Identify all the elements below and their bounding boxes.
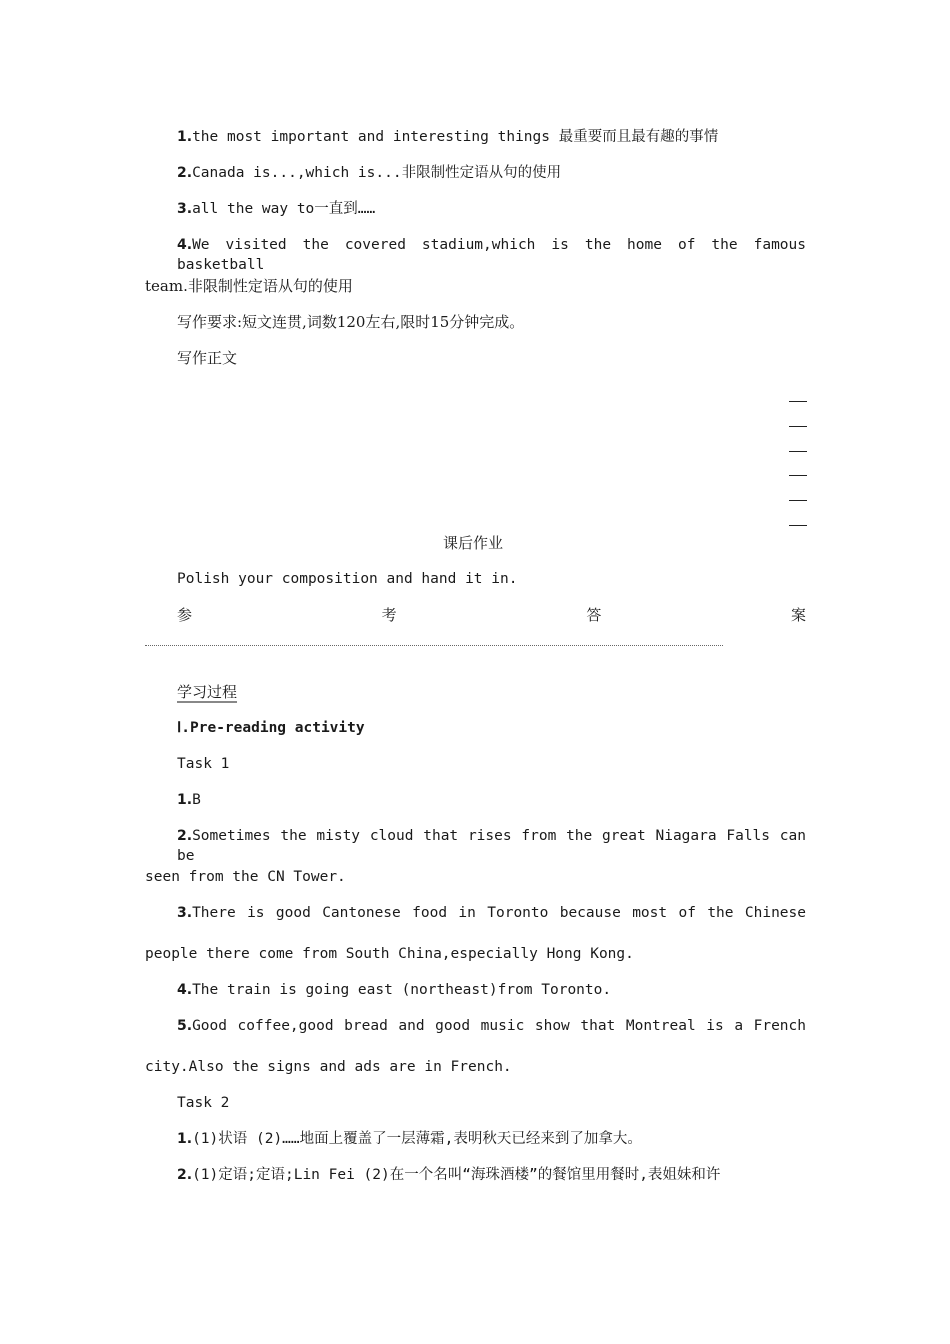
answer-text: (1)状语 (2)……地面上覆盖了一层薄霜,表明秋天已经来到了加拿大。	[192, 1131, 642, 1147]
answer-number: 3.	[177, 905, 193, 921]
writing-line	[789, 525, 807, 526]
homework-text: Polish your composition and hand it in.	[177, 571, 518, 587]
tip-1	[177, 127, 718, 147]
answer-number: 5.	[177, 1018, 193, 1034]
tip-2-number: 2.	[177, 165, 193, 181]
task1-answer-3-continued: people there come from South China,especially Hong Kong.	[145, 946, 634, 962]
answer-number: 4.	[177, 982, 193, 998]
writing-line	[789, 500, 807, 501]
task2-answer-1	[177, 1129, 642, 1149]
writing-line	[789, 401, 807, 402]
task1-answer-5-continued: city.Also the signs and ads are in French.	[145, 1059, 512, 1075]
task1-label: Task 1	[177, 756, 230, 772]
task1-answer-3	[177, 903, 806, 923]
essay-heading: 写作正文	[177, 349, 238, 367]
answer-text: (1)定语;定语;Lin Fei (2)在一个名叫“海珠酒楼”的餐馆里用餐时,表姐妹和许	[192, 1167, 721, 1183]
writing-line	[789, 426, 807, 427]
writing-requirement: 写作要求:短文连贯,词数120左右,限时15分钟完成。	[177, 313, 525, 331]
tip-3-number: 3.	[177, 201, 193, 217]
writing-line	[789, 451, 807, 452]
answer-text: B	[192, 792, 201, 808]
tip-1-text: the most important and interesting things 最重要而且最有趣的事情	[192, 129, 719, 145]
task1-answer-2	[177, 826, 806, 866]
answer-char: 答	[586, 606, 602, 624]
tip-4-number: 4.	[177, 237, 193, 253]
tip-2-text: Canada is...,which is...非限制性定语从句的使用	[192, 165, 562, 181]
task2-label: Task 2	[177, 1095, 230, 1111]
section1-title: Ⅰ.Pre-reading activity	[177, 720, 365, 736]
tip-4-continued: team.非限制性定语从句的使用	[145, 277, 353, 295]
tip-3-text: all the way to一直到……	[192, 201, 376, 217]
task1-answer-2-continued: seen from the CN Tower.	[145, 869, 346, 885]
tip-3	[177, 199, 375, 219]
task2-answer-2	[177, 1165, 720, 1185]
task1-answer-4	[177, 980, 611, 1000]
tip-1-number: 1.	[177, 129, 193, 145]
answer-text: The train is going east (northeast)from Toronto.	[192, 982, 612, 998]
tip-4	[177, 235, 806, 275]
answer-number: 1.	[177, 1131, 193, 1147]
answer-key-heading	[177, 605, 806, 625]
answer-text: Sometimes the misty cloud that rises from the great Niagara Falls can be	[177, 828, 806, 864]
answer-number: 1.	[177, 792, 193, 808]
dotted-divider	[145, 645, 723, 646]
task1-answer-1	[177, 790, 201, 810]
homework-title: 课后作业	[443, 534, 504, 552]
tip-4-text: We visited the covered stadium,which is the home of the famous basketball	[177, 237, 806, 273]
answer-char: 考	[381, 606, 397, 624]
answer-number: 2.	[177, 1167, 193, 1183]
answer-text: There is good Cantonese food in Toronto because most of the Chinese	[192, 905, 806, 921]
process-title: 学习过程	[177, 683, 238, 701]
answer-char: 参	[177, 606, 193, 624]
answer-text: Good coffee,good bread and good music show that Montreal is a French	[192, 1018, 806, 1034]
task1-answer-5	[177, 1016, 806, 1036]
tip-2	[177, 163, 561, 183]
writing-line	[789, 475, 807, 476]
answer-char: 案	[790, 606, 806, 624]
answer-number: 2.	[177, 828, 193, 844]
